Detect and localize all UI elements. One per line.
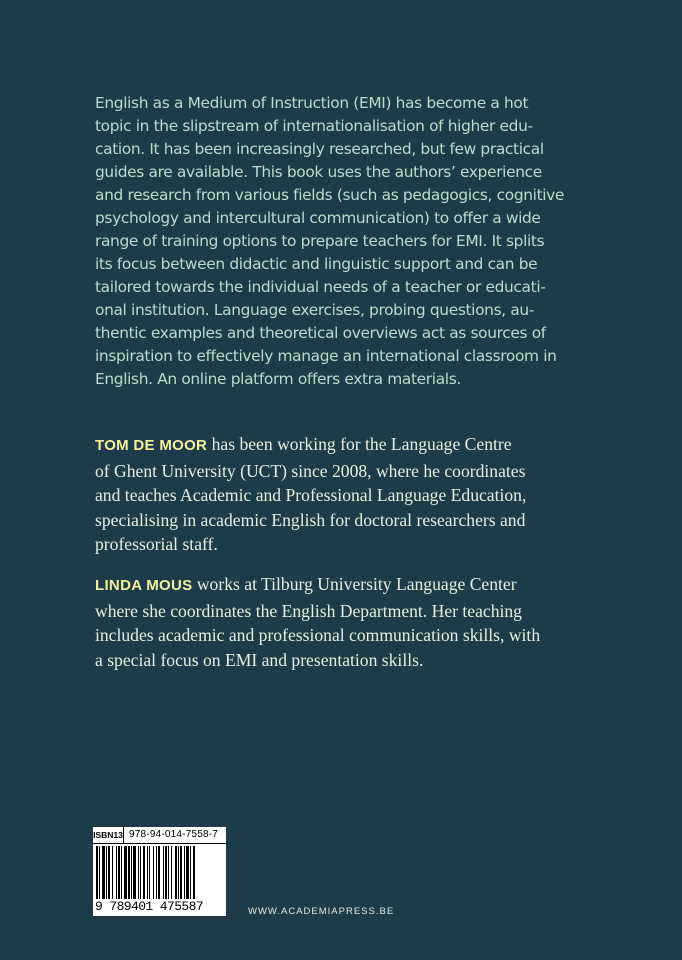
bio-line: where she coordinates the English Department. Her teaching	[95, 600, 522, 621]
description-line: cation. It has been increasingly researched, but few practical	[95, 140, 544, 158]
description-line: onal institution. Language exercises, probing questions, au-	[95, 301, 535, 319]
publisher-website[interactable]: WWW.ACADEMIAPRESS.BE	[248, 906, 395, 917]
barcode-digits: 9 789401 475587	[95, 899, 224, 914]
description-line: tailored towards the individual needs of a teacher or educati-	[95, 278, 546, 296]
author-name: LINDA MOUS	[95, 577, 193, 594]
isbn-header	[93, 827, 226, 844]
description-line: English. An online platform offers extra materials.	[95, 370, 461, 388]
author-bio-linda-mous	[95, 572, 615, 672]
description-line: psychology and intercultural communication) to offer a wide	[95, 209, 541, 227]
bio-text: has been working for the Language Centre	[207, 434, 512, 454]
description-line: guides are available. This book uses the authors’ experience	[95, 163, 542, 181]
bio-first-line	[95, 572, 615, 599]
bio-line: and teaches Academic and Professional Language Education,	[95, 485, 527, 505]
description-line: topic in the slipstream of internationalisation of higher edu-	[95, 117, 533, 135]
description-line: inspiration to effectively manage an international classroom in	[95, 347, 557, 365]
bio-line: professorial staff.	[95, 534, 218, 554]
description-line: thentic examples and theoretical overviews act as sources of	[95, 324, 546, 342]
bio-line: a special focus on EMI and presentation skills.	[95, 649, 424, 670]
bio-text: works at Tilburg University Language Center	[192, 574, 517, 594]
description-line: its focus between didactic and linguistic support and can be	[95, 255, 538, 273]
bio-line: of Ghent University (UCT) since 2008, where he coordinates	[95, 460, 526, 481]
description-line: English as a Medium of Instruction (EMI) has become a hot	[95, 94, 529, 112]
author-bio-tom-de-moor	[95, 432, 615, 557]
bio-first-line	[95, 432, 615, 459]
isbn-barcode-block	[93, 827, 226, 916]
author-name: TOM DE MOOR	[95, 437, 208, 454]
bio-line: includes academic and professional communication skills, with	[95, 625, 541, 645]
isbn-label: ISBN13	[93, 827, 124, 843]
book-description	[95, 92, 595, 391]
description-line: and research from various fields (such as pedagogics, cognitive	[95, 186, 565, 204]
isbn-number: 978-94-014-7558-7	[129, 829, 219, 840]
bio-line: specialising in academic English for doctoral researchers and	[95, 509, 526, 530]
description-line: range of training options to prepare teachers for EMI. It splits	[95, 232, 545, 250]
